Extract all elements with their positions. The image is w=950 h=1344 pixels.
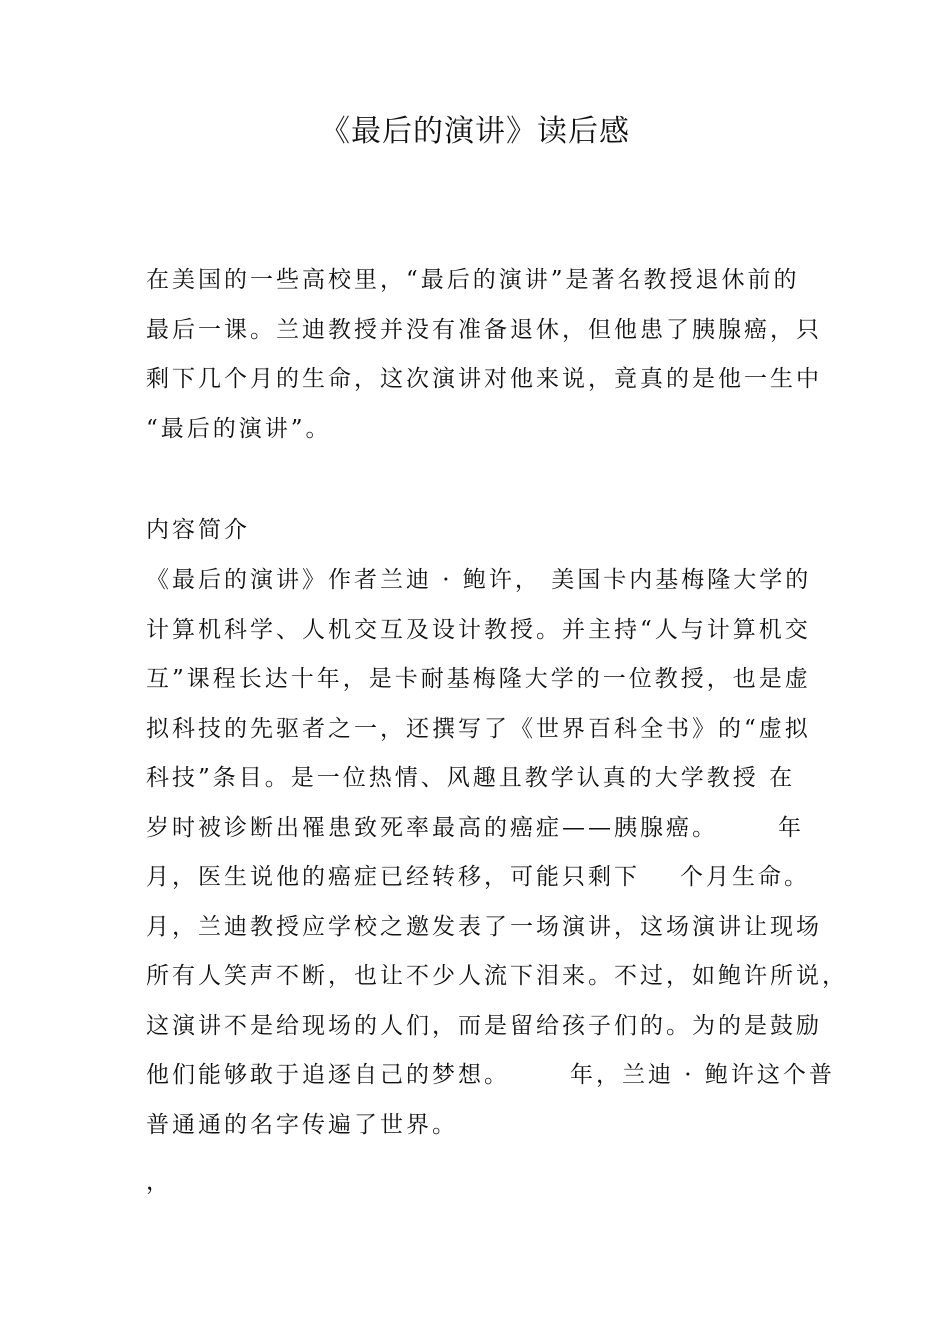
text-line: [146, 804, 826, 854]
text-fragment: 个月生命。: [680, 864, 810, 890]
text-line: 在美国的一些高校里，“最后的演讲”是著名教授退休前的: [146, 267, 800, 293]
text-line: 《最后的演讲》作者兰迪 · 鲍许， 美国卡内基梅隆大学的: [146, 567, 812, 593]
content-paragraph: [146, 556, 848, 1150]
text-line: 科技”条目。是一位热情、风趣且教学认真的大学教授 在: [146, 765, 796, 791]
text-line: 计算机科学、人机交互及设计教授。并主持“人与计算机交: [146, 616, 811, 643]
text-line: 所有人笑声不断，也让不少人流下泪来。不过，如鲍许所说，: [146, 963, 848, 989]
text-fragment: 年: [778, 814, 804, 841]
text-line: 剩下几个月的生命，这次演讲对他来说，竟真的是他一生中: [146, 366, 822, 392]
text-line: [146, 1051, 835, 1101]
text-line: 这演讲不是给现场的人们，而是留给孩子们的。为的是鼓励: [146, 1012, 822, 1039]
text-line: 互”课程长达十年，是卡耐基梅隆大学的一位教授，也是虚: [146, 666, 811, 692]
text-line: 月，兰迪教授应学校之邀发表了一场演讲，这场演讲让现场: [146, 913, 822, 940]
document-title: 《最后的演讲》读后感: [320, 114, 630, 149]
text-fragment: 他们能够敢于追逐自己的梦想。: [146, 1062, 510, 1088]
text-line: [146, 853, 826, 903]
section-heading: 内容简介: [146, 517, 250, 543]
text-line: 普通通的名字传遍了世界。: [146, 1111, 458, 1138]
intro-paragraph: [146, 256, 826, 454]
text-line: 最后一课。兰迪教授并没有准备退休，但他患了胰腺癌，只: [146, 316, 822, 343]
text-line: 拟科技的先驱者之一，还撰写了《世界百科全书》的“虚拟: [146, 715, 811, 742]
text-fragment: 年，兰迪 · 鲍许这个普: [570, 1062, 835, 1088]
text-line: “最后的演讲”。: [146, 415, 332, 442]
text-fragment: 岁时被诊断出罹患致死率最高的癌症——胰腺癌。: [146, 814, 718, 841]
trailing-mark: ，: [146, 1169, 172, 1195]
text-fragment: 月，医生说他的癌症已经转移，可能只剩下: [146, 864, 640, 890]
